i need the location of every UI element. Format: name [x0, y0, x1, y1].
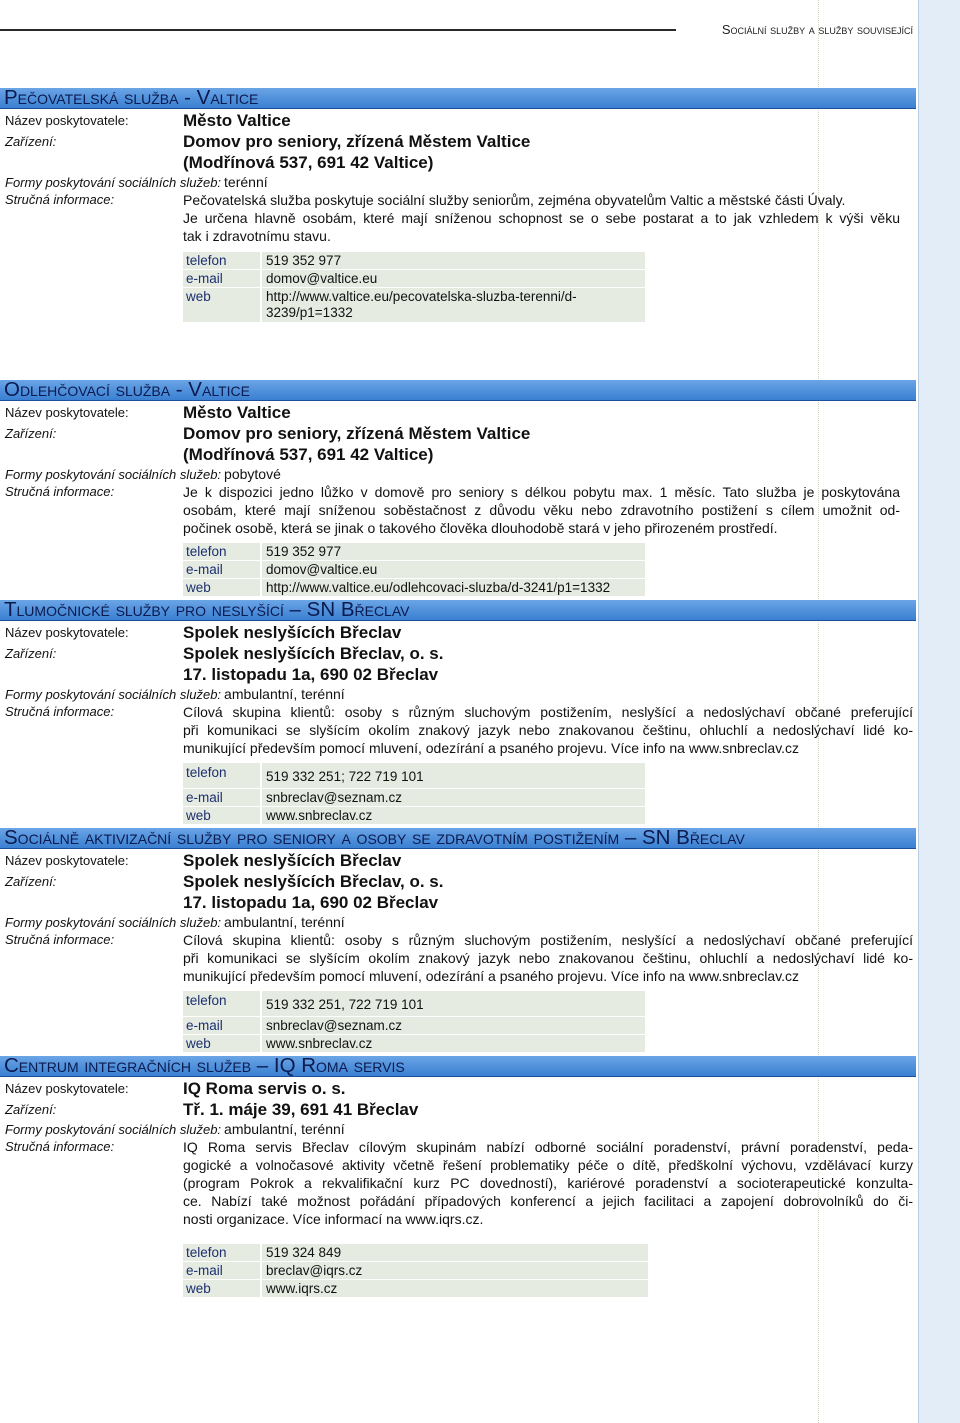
contact-row-phone	[183, 1244, 648, 1262]
contact-row-email	[183, 561, 645, 579]
contact-table	[183, 543, 645, 597]
contact-table	[183, 991, 645, 1053]
forms-row	[0, 685, 916, 703]
phone-label: telefon	[183, 1244, 262, 1261]
facility-line: Domov pro seniory, zřízená Městem Valtice	[183, 132, 531, 151]
section-title: Tlumočnické služby pro neslyšící – SN Břeclav	[0, 600, 916, 621]
facility-label: Zařízení:	[5, 1102, 57, 1117]
info-line: tak i zdravotnímu stavu.	[183, 228, 331, 244]
info-line: gogické a volnočasové aktivity včetně řešení problematiky péče o dítě, předškolní výchovu, vzdělávací kurzy	[183, 1157, 913, 1173]
info-label: Stručná informace:	[5, 932, 115, 947]
provider-label: Název poskytovatele:	[5, 405, 129, 420]
contact-row-web	[183, 288, 645, 323]
email-value[interactable]: snbreclav@seznam.cz	[266, 1018, 403, 1033]
info-label: Stručná informace:	[5, 704, 115, 719]
facility-value	[183, 1099, 418, 1120]
provider-label: Název poskytovatele:	[5, 1081, 129, 1096]
info-label: Stručná informace:	[5, 1139, 115, 1154]
email-value[interactable]: breclav@iqrs.cz	[266, 1263, 363, 1278]
info-label: Stručná informace:	[5, 484, 115, 499]
forms-value: terénní	[224, 174, 268, 190]
facility-value	[183, 131, 530, 173]
forms-row	[0, 465, 916, 483]
section-title: Sociálně aktivizační služby pro seniory a osoby se zdravotním postižením – SN Břeclav	[0, 828, 916, 849]
facility-line: Spolek neslyšících Břeclav, o. s.	[183, 872, 444, 891]
email-value[interactable]: domov@valtice.eu	[266, 271, 378, 286]
email-label: e-mail	[183, 270, 262, 287]
email-value[interactable]: domov@valtice.eu	[266, 562, 378, 577]
info-line: při komunikaci se slyšícím okolím znakový jazyk nebo znakovanou češtinu, ohluchlí a nedoslýchaví lidé ko-	[183, 722, 913, 738]
phone-label: telefon	[183, 763, 262, 788]
provider-label: Název poskytovatele:	[5, 853, 129, 868]
web-link[interactable]	[262, 288, 577, 322]
facility-row	[0, 131, 916, 173]
contact-row-email	[183, 1017, 645, 1035]
phone-value: 519 324 849	[266, 1245, 342, 1260]
info-line: nosti organizace. Více informací na www.iqrs.cz.	[183, 1211, 484, 1227]
facility-line: 17. listopadu 1a, 690 02 Břeclav	[183, 665, 439, 684]
facility-label: Zařízení:	[5, 874, 57, 889]
service-socialne-aktivizacni-sluzby	[0, 828, 916, 1053]
info-line: (program Pokrok a rekvalifikační kurz PC dovedností), kariérové poradenství a socioterapeutické konzulta-	[183, 1175, 913, 1191]
info-line: počinek osobě, která se jinak o takového člověka dlouhodobě stará v jeho přirozeném prostředí.	[183, 520, 778, 536]
forms-label: Formy poskytování sociálních služeb:	[5, 175, 222, 190]
email-label: e-mail	[183, 1262, 262, 1279]
email-value[interactable]: snbreclav@seznam.cz	[266, 790, 403, 805]
facility-value	[183, 643, 443, 685]
service-odlehcovaci-sluzba	[0, 380, 916, 597]
info-row	[0, 1138, 916, 1228]
info-label: Stručná informace:	[5, 192, 115, 207]
header-rule	[0, 29, 676, 31]
info-text	[183, 191, 900, 245]
forms-value: ambulantní, terénní	[224, 686, 345, 702]
provider-row	[0, 110, 916, 131]
facility-value	[183, 871, 443, 913]
section-title: Centrum integračních služeb – IQ Roma servis	[0, 1056, 916, 1077]
info-text	[183, 483, 900, 537]
facility-row	[0, 423, 916, 465]
info-line: při komunikaci se slyšícím okolím znakový jazyk nebo znakovanou češtinu, ohluchlí a nedoslýchaví lidé ko-	[183, 950, 913, 966]
info-row	[0, 931, 916, 985]
contact-table	[183, 1244, 648, 1298]
forms-label: Formy poskytování sociálních služeb:	[5, 687, 222, 702]
facility-row	[0, 1099, 916, 1120]
service-centrum-integracnich-sluzeb	[0, 1056, 916, 1298]
phone-value: 519 352 977	[266, 253, 342, 268]
forms-row	[0, 173, 916, 191]
facility-row	[0, 871, 916, 913]
facility-line: (Modřínová 537, 691 42 Valtice)	[183, 445, 434, 464]
info-line: IQ Roma servis Břeclav cílovým skupinám nabízí odborné sociální poradenství, právní poradenství, peda-	[183, 1139, 913, 1155]
contact-row-web	[183, 1035, 645, 1053]
contact-row-phone	[183, 252, 645, 270]
provider-name: Spolek neslyšících Břeclav	[183, 851, 402, 870]
info-line: munikující především pomocí mluvení, odezírání a psaného projevu. Více info na www.snbreclav.cz	[183, 740, 800, 756]
web-label: web	[183, 1280, 262, 1297]
provider-name: Město Valtice	[183, 111, 291, 130]
forms-value: ambulantní, terénní	[224, 1121, 345, 1137]
info-line: osobám, které mají sníženou soběstačnost z důvodu věku nebo zdravotního postižení s cílem umožnit od-	[183, 502, 900, 518]
contact-row-web	[183, 579, 645, 597]
contact-row-phone	[183, 991, 645, 1017]
provider-label: Název poskytovatele:	[5, 625, 129, 640]
contact-row-phone	[183, 763, 645, 789]
info-text	[183, 931, 913, 985]
contact-row-web	[183, 807, 645, 825]
forms-label: Formy poskytování sociálních služeb:	[5, 467, 222, 482]
web-label: web	[183, 288, 262, 322]
section-title: Pečovatelská služba - Valtice	[0, 88, 916, 109]
info-row	[0, 703, 916, 757]
facility-label: Zařízení:	[5, 134, 57, 149]
page-header-title: Sociální služby a služby související	[721, 22, 913, 37]
forms-row	[0, 1120, 916, 1138]
facility-line: Tř. 1. máje 39, 691 41 Břeclav	[183, 1100, 419, 1119]
provider-name: IQ Roma servis o. s.	[183, 1079, 346, 1098]
facility-line: 17. listopadu 1a, 690 02 Břeclav	[183, 893, 439, 912]
facility-value	[183, 423, 530, 465]
web-label: web	[183, 1035, 262, 1052]
facility-label: Zařízení:	[5, 646, 57, 661]
provider-row	[0, 622, 916, 643]
contact-row-email	[183, 789, 645, 807]
provider-row	[0, 402, 916, 423]
phone-value: 519 332 251, 722 719 101	[266, 997, 424, 1012]
contact-table	[183, 252, 645, 323]
facility-line: Spolek neslyšících Břeclav, o. s.	[183, 644, 444, 663]
info-line: Je určena hlavně osobám, které mají sníženou schopnost se o sebe postarat a to jak vzhledem k výši věku	[183, 210, 900, 226]
email-label: e-mail	[183, 561, 262, 578]
service-pecovatelska-sluzba	[0, 88, 916, 323]
service-tlumocnicke-sluzby	[0, 600, 916, 825]
section-title: Odlehčovací služba - Valtice	[0, 380, 916, 401]
phone-value: 519 352 977	[266, 544, 342, 559]
facility-line: (Modřínová 537, 691 42 Valtice)	[183, 153, 434, 172]
provider-row	[0, 850, 916, 871]
phone-label: telefon	[183, 991, 262, 1016]
info-text	[183, 703, 913, 757]
contact-table	[183, 763, 645, 825]
web-label: web	[183, 807, 262, 824]
contact-row-email	[183, 270, 645, 288]
provider-name: Město Valtice	[183, 403, 291, 422]
web-link[interactable]: http://www.valtice.eu/odlehcovaci-sluzba/d-3241/p1=1332	[266, 580, 611, 595]
provider-row	[0, 1078, 916, 1099]
facility-line: Domov pro seniory, zřízená Městem Valtice	[183, 424, 531, 443]
web-link[interactable]: www.snbreclav.cz	[266, 1036, 373, 1051]
page-side-band	[918, 0, 960, 1423]
email-label: e-mail	[183, 1017, 262, 1034]
info-line: ce. Nabízí také možnost pořádání případových konferencí a jejich facilitaci a zapojení dobrovolníků do či-	[183, 1193, 913, 1209]
forms-label: Formy poskytování sociálních služeb:	[5, 915, 222, 930]
phone-label: telefon	[183, 252, 262, 269]
info-line: munikující především pomocí mluvení, odezírání a psaného projevu. Více info na www.snbreclav.cz	[183, 968, 800, 984]
forms-value: pobytové	[224, 466, 281, 482]
contact-row-web	[183, 1280, 648, 1298]
web-label: web	[183, 579, 262, 596]
contact-row-phone	[183, 543, 645, 561]
facility-row	[0, 643, 916, 685]
facility-label: Zařízení:	[5, 426, 57, 441]
forms-value: ambulantní, terénní	[224, 914, 345, 930]
info-line: Cílová skupina klientů: osoby s různým sluchovým postižením, neslyšící a nedoslýchaví občané preferující	[183, 932, 913, 948]
info-line: Cílová skupina klientů: osoby s různým sluchovým postižením, neslyšící a nedoslýchaví občané preferující	[183, 704, 913, 720]
contact-row-email	[183, 1262, 648, 1280]
forms-row	[0, 913, 916, 931]
info-row	[0, 191, 916, 245]
web-link[interactable]: www.iqrs.cz	[266, 1281, 338, 1296]
web-line[interactable]: http://www.valtice.eu/pecovatelska-sluzba-terenni/d-	[266, 289, 577, 304]
info-text	[183, 1138, 913, 1228]
info-row	[0, 483, 916, 537]
phone-value: 519 332 251; 722 719 101	[266, 769, 424, 784]
forms-label: Formy poskytování sociálních služeb:	[5, 1122, 222, 1137]
provider-label: Název poskytovatele:	[5, 113, 129, 128]
web-link[interactable]: www.snbreclav.cz	[266, 808, 373, 823]
info-line: Pečovatelská služba poskytuje sociální služby seniorům, zejména obyvatelům Valtic a městské části Úvaly.	[183, 192, 846, 208]
info-line: Je k dispozici jedno lůžko v domově pro seniory s délkou pobytu max. 1 měsíc. Tato služba je poskytována	[183, 484, 900, 500]
email-label: e-mail	[183, 789, 262, 806]
provider-name: Spolek neslyšících Břeclav	[183, 623, 402, 642]
web-line[interactable]: 3239/p1=1332	[266, 305, 353, 320]
phone-label: telefon	[183, 543, 262, 560]
